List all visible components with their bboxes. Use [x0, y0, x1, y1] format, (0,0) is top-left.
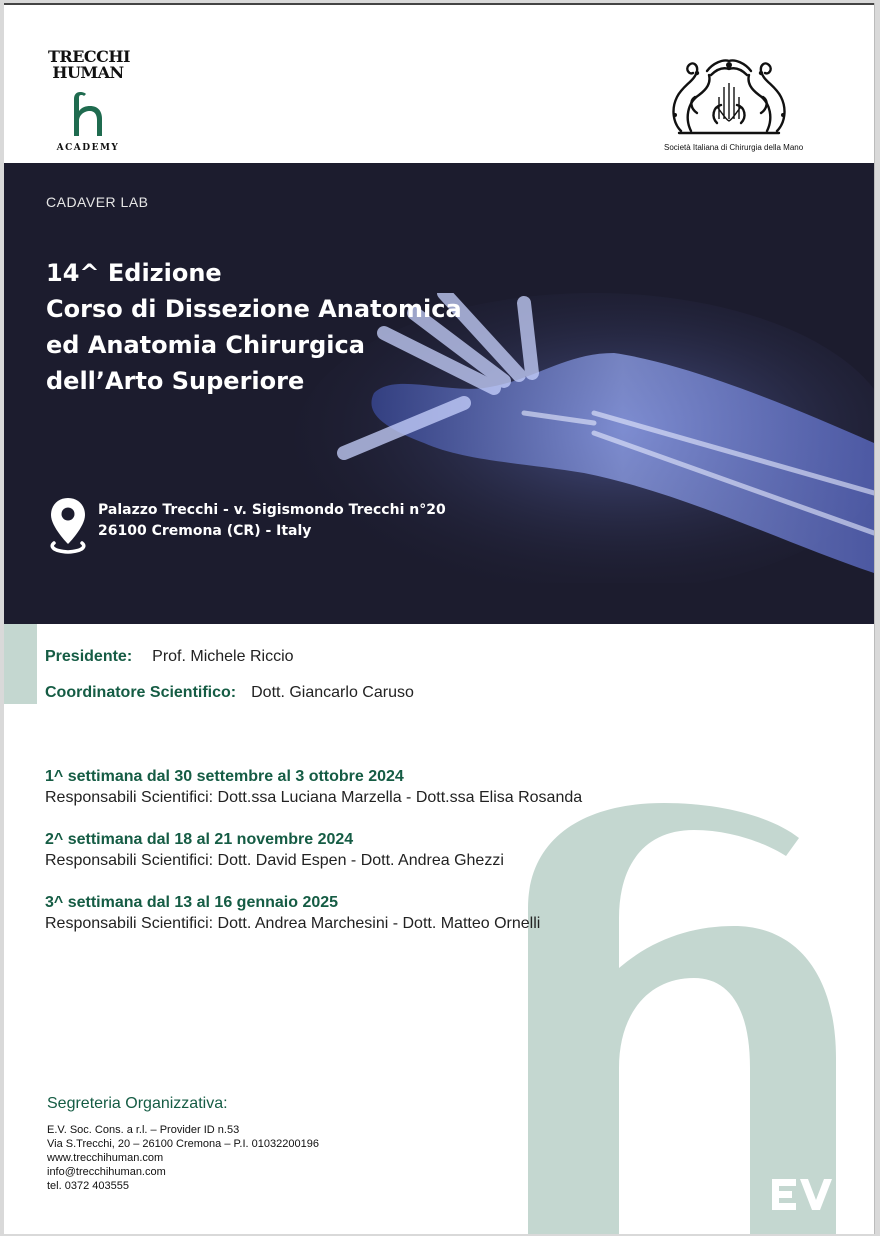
- week-2: [45, 829, 504, 871]
- trecchi-human-academy-logo: [48, 49, 128, 153]
- week-title: 3^ settimana dal 13 al 16 gennaio 2025: [45, 894, 339, 911]
- ev-logo: [770, 1176, 832, 1214]
- segreteria-line: Via S.Trecchi, 20 – 26100 Cremona – P.I. 01032200196: [47, 1138, 319, 1150]
- hero-banner: [4, 163, 874, 624]
- logo-word-human: HUMAN: [52, 63, 124, 82]
- week-1: [45, 766, 582, 808]
- email-link[interactable]: info@trecchihuman.com: [47, 1166, 166, 1178]
- location-pin-icon: [48, 496, 88, 554]
- week-3: [45, 892, 540, 934]
- trecchi-h-mark-icon: [71, 91, 105, 137]
- phone-line: tel. 0372 403555: [47, 1180, 129, 1192]
- role-name: Dott. Giancarlo Caruso: [251, 684, 414, 701]
- segreteria-block: [47, 1095, 319, 1193]
- role-name: Prof. Michele Riccio: [152, 648, 294, 665]
- logo-word-trecchi: TRECCHI: [48, 47, 130, 66]
- week-title: 2^ settimana dal 18 al 21 novembre 2024: [45, 831, 354, 848]
- coordinatore-row: [45, 684, 414, 702]
- role-label: Presidente:: [45, 648, 133, 665]
- top-border: [4, 3, 874, 5]
- course-title: [46, 255, 462, 399]
- sicm-caption: Società Italiana di Chirurgia della Mano: [664, 143, 804, 152]
- week-responsabili: Responsabili Scientifici: Dott.ssa Luciana Marzella - Dott.ssa Elisa Rosanda: [45, 789, 583, 806]
- accent-block: [4, 624, 37, 704]
- kicker-label: CADAVER LAB: [46, 194, 149, 210]
- brochure-page: [4, 3, 875, 1234]
- week-responsabili: Responsabili Scientifici: Dott. David Espen - Dott. Andrea Ghezzi: [45, 852, 504, 869]
- logo-word-academy: ACADEMY: [56, 143, 120, 153]
- presidente-row: [45, 648, 294, 666]
- address-line: 26100 Cremona (CR) - Italy: [98, 523, 312, 539]
- title-line: dell’Arto Superiore: [46, 367, 305, 395]
- title-line: 14^ Edizione: [46, 259, 222, 287]
- role-label: Coordinatore Scientifico:: [45, 684, 237, 701]
- website-link[interactable]: www.trecchihuman.com: [47, 1152, 164, 1164]
- week-responsabili: Responsabili Scientifici: Dott. Andrea Marchesini - Dott. Matteo Ornelli: [45, 915, 541, 932]
- sicm-emblem-icon: [667, 53, 791, 137]
- segreteria-line: E.V. Soc. Cons. a r.l. – Provider ID n.53: [47, 1124, 240, 1136]
- venue-address: [98, 500, 446, 542]
- sicm-logo: [664, 53, 804, 152]
- week-title: 1^ settimana dal 30 settembre al 3 ottobre 2024: [45, 768, 404, 785]
- segreteria-heading: Segreteria Organizzativa:: [47, 1095, 228, 1112]
- title-line: Corso di Dissezione Anatomica: [46, 295, 462, 323]
- address-line: Palazzo Trecchi - v. Sigismondo Trecchi n°20: [98, 502, 446, 518]
- watermark-h-mark: [524, 798, 844, 1234]
- title-line: ed Anatomia Chirurgica: [46, 331, 365, 359]
